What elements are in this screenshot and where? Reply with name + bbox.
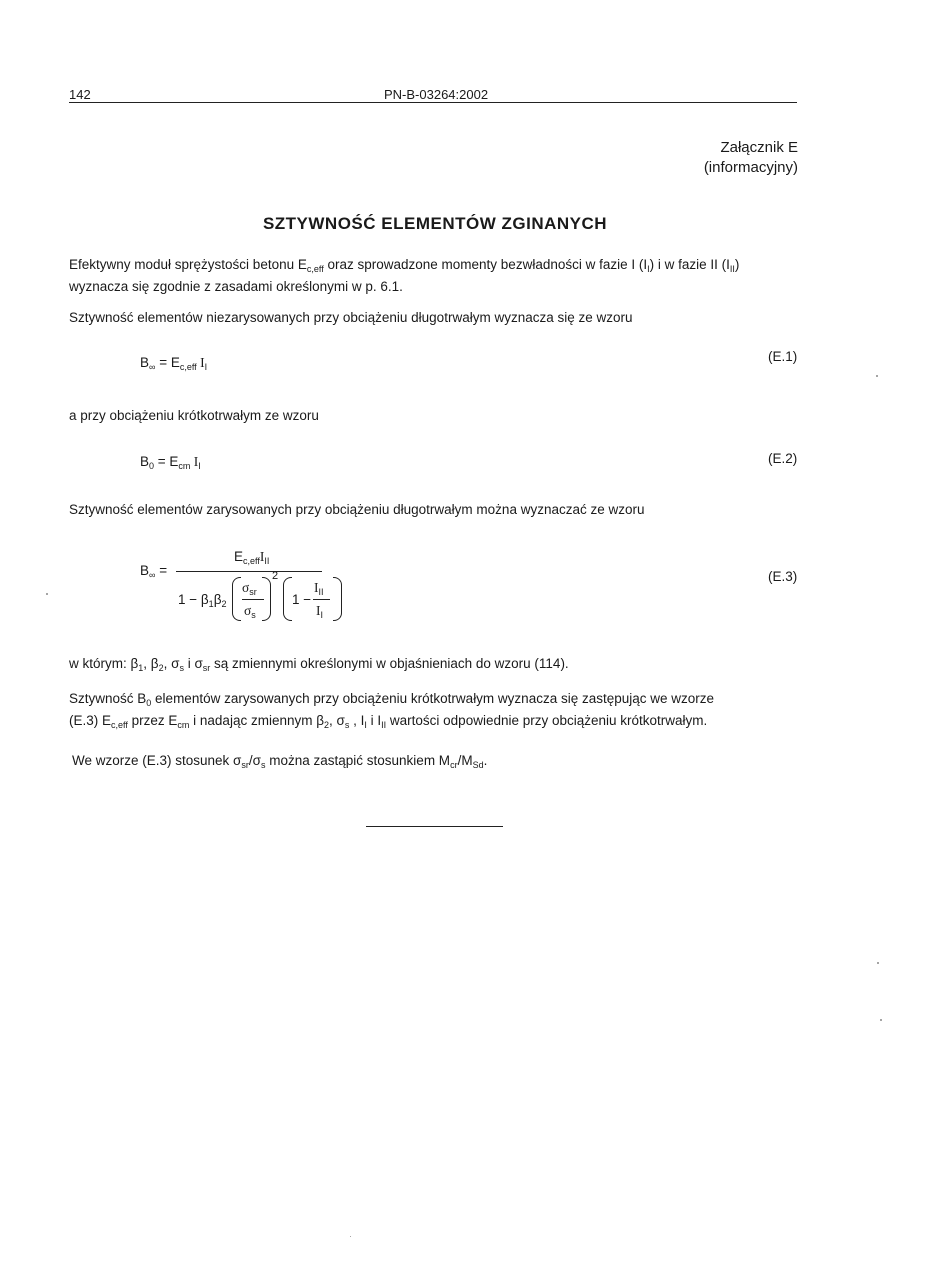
scan-speck	[46, 593, 48, 595]
intro-paragraph: Efektywny moduł sprężystości betonu $E_{c,eff}$ oraz sprowadzone momenty bezwładności w fazie I $(I_I)$ i w fazie II $(I_{II})$ wyznacza się zgodnie z zasadami określonymi w p. 6.1.	[69, 257, 740, 294]
page-title: SZTYWNOŚĆ ELEMENTÓW ZGINANYCH	[262, 214, 608, 233]
e3-main-fraction-bar	[176, 571, 322, 572]
e3-one-minus: 1 −	[292, 592, 312, 607]
equation-e1: $B_\infty = E_{c,eff}$ $I_I$	[140, 355, 208, 372]
scan-speck	[876, 375, 878, 377]
e3-right-paren-2	[333, 577, 342, 621]
e3-right-paren-1	[262, 577, 271, 621]
where-paragraph: w którym: $\beta_1$, $\beta_2$, $\sigma_s$ i $\sigma_{sr}$ są zmiennymi określonymi w objaśnieniach do wzoru (114).	[69, 656, 569, 673]
e3-lhs: $B_\infty$ =	[140, 563, 168, 580]
scan-speck	[877, 962, 879, 964]
short-stiffness-paragraph: Sztywność $B_0$ elementów zarysowanych przy obciążeniu krótkotrwałym wyznacza się zastępując we wzorze (E.3) $E_{c,eff}$ przez $E_{cm}$ i nadając zmiennym $\beta_2$, $\sigma_s$ , $I_I$ i $I_{II}$ wartości odpowiednie przy obciążeniu krótkotrwałym.	[69, 691, 715, 730]
e3-sigma-s: $\sigma_s$	[244, 603, 256, 620]
ratio-note-paragraph: We wzorze (E.3) stosunek $\sigma_{sr}/\sigma_s$ można zastąpić stosunkiem $M_{cr}/M_{Sd}$.	[72, 753, 488, 770]
e3-i-ii: $I_{II}$	[314, 580, 324, 597]
short-term-paragraph: a przy obciążeniu krótkotrwałym ze wzoru	[69, 408, 319, 423]
e3-sigma-sr: $\sigma_{sr}$	[242, 580, 257, 597]
annex-label: Załącznik E	[720, 139, 798, 156]
standard-code: PN-B-03264:2002	[384, 87, 489, 102]
long-term-paragraph: Sztywność elementów niezarysowanych przy obciążeniu długotrwałym wyznacza się ze wzoru	[69, 310, 633, 325]
end-rule	[366, 826, 503, 827]
e3-left-paren-2	[283, 577, 292, 621]
equation-e2-number: (E.2)	[768, 451, 798, 466]
page-number: 142	[69, 87, 91, 102]
equation-e2: $B_0 = E_{cm}$ $I_I$	[140, 454, 201, 471]
annex-kind: (informacyjny)	[703, 159, 798, 176]
e3-fraction-bar-2	[313, 599, 330, 600]
e3-fraction-bar-1	[242, 599, 264, 600]
scan-speck	[880, 1019, 882, 1021]
equation-e3-number: (E.3)	[768, 569, 798, 584]
e3-power: 2	[272, 570, 279, 582]
e3-denominator-coefficients: $1 - \beta_1\beta_2$	[178, 592, 227, 609]
e3-i-i: $I_I$	[316, 603, 324, 620]
equation-e1-number: (E.1)	[768, 349, 798, 364]
e3-left-paren-1	[232, 577, 241, 621]
scan-speck	[350, 1236, 351, 1237]
cracked-paragraph: Sztywność elementów zarysowanych przy obciążeniu długotrwałym można wyznaczać ze wzoru	[69, 502, 645, 517]
e3-numerator: $E_{c,eff}I_{II}$	[234, 549, 270, 566]
